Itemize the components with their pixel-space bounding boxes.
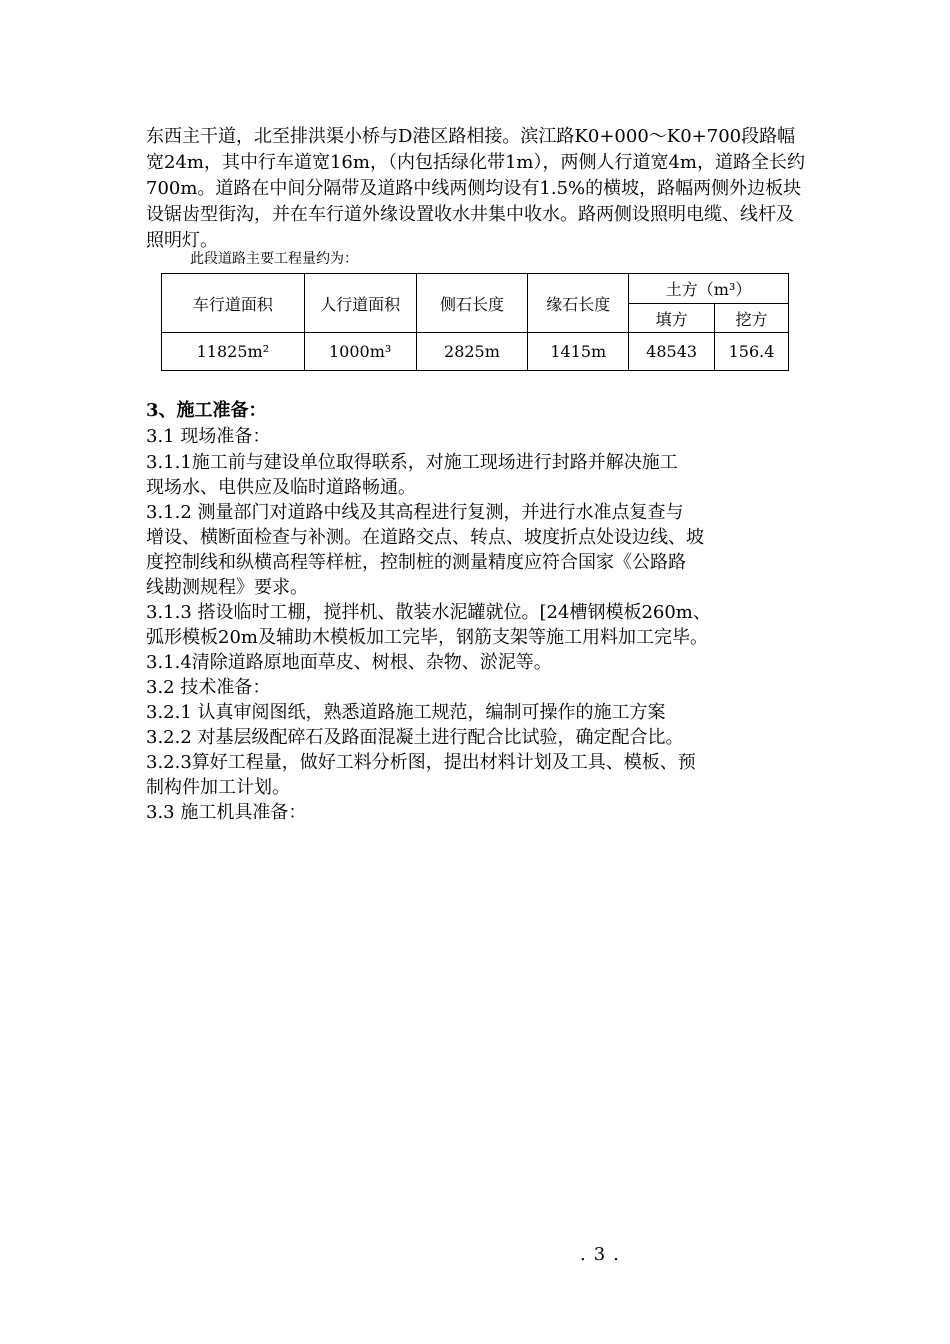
section-heading: 3、施工准备： — [146, 400, 267, 421]
header-edgestone-length: 缘石长度 — [528, 274, 629, 333]
text-line: 3.1.1施工前与建设单位取得联系，对施工现场进行封路并解决施工 — [146, 452, 678, 473]
text-line: 度控制线和纵横高程等样桩，控制桩的测量精度应符合国家《公路路 — [146, 552, 686, 573]
text-line: 3.1.3 搭设临时工棚，搅拌机、散装水泥罐就位。[24槽钢模板260m、 — [146, 602, 711, 623]
text-line: 增设、横断面检查与补测。在道路交点、转点、坡度折点处设边线、坡 — [146, 527, 704, 548]
header-fill: 填方 — [629, 304, 715, 333]
text-line: 3.2.2 对基层级配碎石及路面混凝土进行配合比试验，确定配合比。 — [146, 727, 684, 748]
text-line: 现场水、电供应及临时道路畅通。 — [146, 477, 416, 498]
text-line: 线勘测规程》要求。 — [146, 577, 308, 598]
text-line: 3.2.1 认真审阅图纸，熟悉道路施工规范，编制可操作的施工方案 — [146, 702, 666, 723]
text-line: 3.1.4清除道路原地面草皮、树根、杂物、淤泥等。 — [146, 652, 552, 673]
text-line: 3.1.2 测量部门对道路中线及其高程进行复测，并进行水准点复查与 — [146, 502, 684, 523]
header-carriageway-area: 车行道面积 — [162, 274, 305, 333]
text-line: 3.1 现场准备： — [146, 426, 271, 447]
text-line: 3.2.3算好工程量，做好工料分析图，提出材料计划及工具、模板、预 — [146, 752, 696, 773]
text-line: 3.2 技术准备： — [146, 677, 271, 698]
text-line: 制构件加工计划。 — [146, 777, 290, 798]
value-carriageway-area: 11825m² — [162, 333, 305, 371]
page-number: .3. — [580, 1244, 627, 1265]
header-earthwork: 土方（m³） — [629, 274, 789, 304]
header-curbstone-length: 侧石长度 — [416, 274, 528, 333]
text-line: 3.3 施工机具准备： — [146, 802, 307, 823]
value-edgestone-length: 1415m — [528, 333, 629, 371]
intro-paragraph: 东西主干道，北至排洪渠小桥与D港区路相接。滨江路K0+000～K0+700段路幅宽24m，其中行车道宽16m，（内包括绿化带1m），两侧人行道宽4m，道路全长约700m。道路在中间分隔带及道路中线两侧均设有1.5%的横坡，路幅两侧外边板块设锯齿型街沟，并在车行道外缘设置收水井集中收水。路两侧设照明电缆、线杆及照明灯。 — [146, 126, 805, 251]
value-fill: 48543 — [629, 333, 715, 371]
value-curbstone-length: 2825m — [416, 333, 528, 371]
value-cut: 156.4 — [715, 333, 789, 371]
table-caption: 此段道路主要工程量约为： — [190, 251, 358, 267]
quantity-table — [161, 273, 789, 371]
text-line: 弧形模板20m及辅助木模板加工完毕，钢筋支架等施工用料加工完毕。 — [146, 627, 708, 648]
header-cut: 挖方 — [715, 304, 789, 333]
value-sidewalk-area: 1000m³ — [304, 333, 416, 371]
table-row — [162, 333, 789, 371]
header-sidewalk-area: 人行道面积 — [304, 274, 416, 333]
